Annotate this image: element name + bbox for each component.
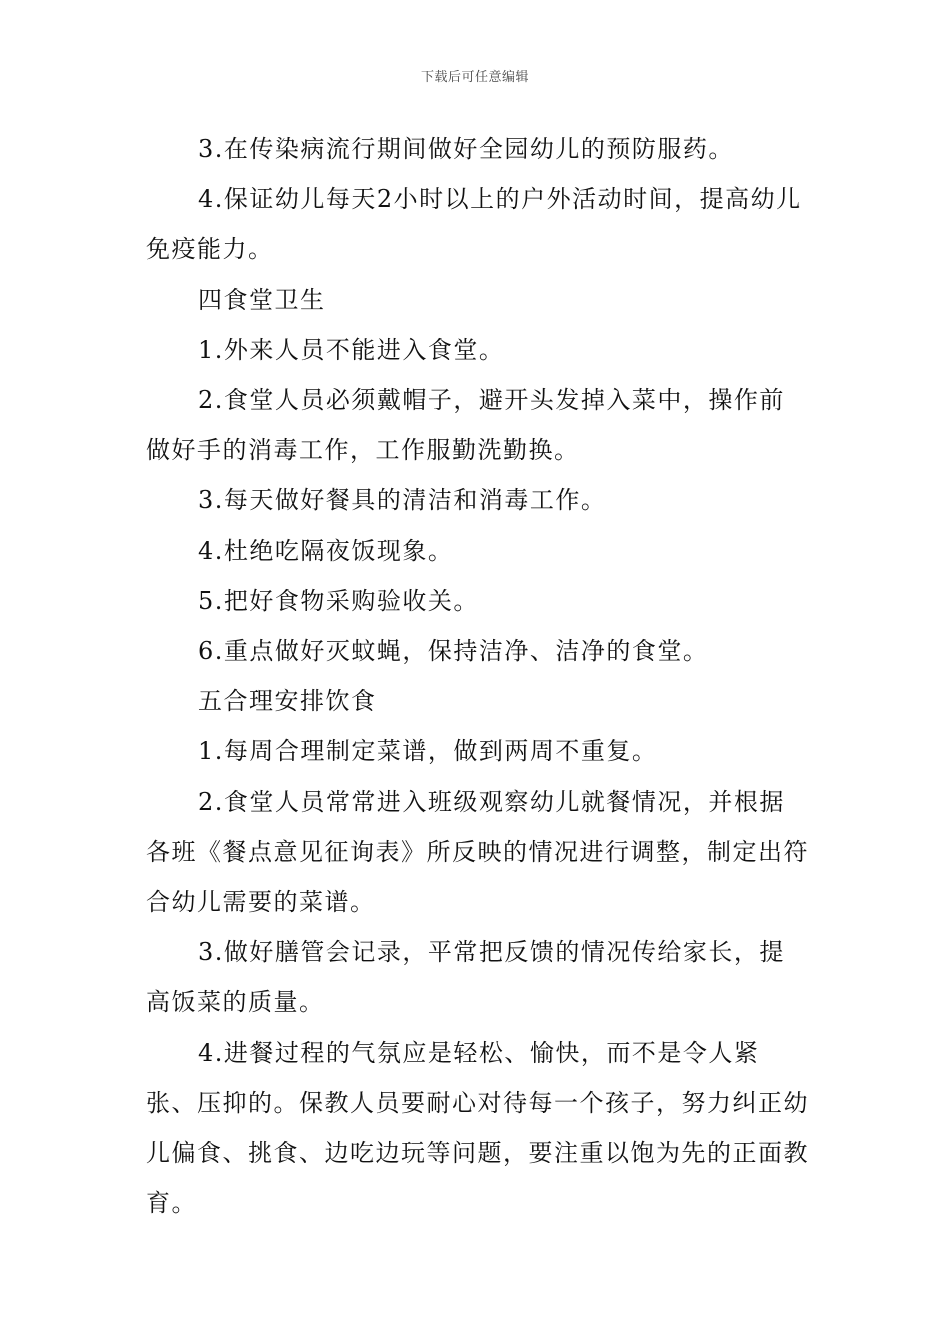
paragraph-weekly-menu: 1.每周合理制定菜谱，做到两周不重复。 bbox=[198, 737, 658, 766]
document-body bbox=[146, 124, 810, 1228]
paragraph-meal-atmosphere: 4.进餐过程的气氛应是轻松、愉快，而不是令人紧张、压抑的。保教人员要耐心对待每一个孩子，努力纠正幼儿偏食、挑食、边吃边玩等问题，要注重以饱为先的正面教育。 bbox=[146, 1038, 809, 1218]
paragraph-pest-control: 6.重点做好灭蚊蝇，保持洁净、洁净的食堂。 bbox=[198, 637, 709, 666]
paragraph-prevention-medication: 3.在传染病流行期间做好全园幼儿的预防服药。 bbox=[198, 135, 734, 163]
paragraph-tableware-cleaning: 3.每天做好餐具的清洁和消毒工作。 bbox=[198, 486, 607, 515]
paragraph-staff-hats: 2.食堂人员必须戴帽子，避开头发掉入菜中，操作前做好手的消毒工作，工作服勤洗勤换。 bbox=[146, 386, 785, 465]
paragraph-food-purchase: 5.把好食物采购验收关。 bbox=[198, 586, 479, 615]
paragraph-no-outsiders: 1.外来人员不能进入食堂。 bbox=[198, 335, 505, 364]
paragraph-meal-committee: 3.做好膳管会记录，平常把反馈的情况传给家长，提高饭菜的质量。 bbox=[146, 938, 785, 1017]
paragraph-outdoor-activity: 4.保证幼儿每天2小时以上的户外活动时间，提高幼儿免疫能力。 bbox=[146, 185, 802, 264]
paragraph-class-observation: 2.食堂人员常常进入班级观察幼儿就餐情况，并根据各班《餐点意见征询表》所反映的情况进行调整，制定出符合幼儿需要的菜谱。 bbox=[146, 787, 809, 917]
section-heading-diet-arrangement: 五合理安排饮食 bbox=[198, 687, 377, 716]
paragraph-no-leftovers: 4.杜绝吃隔夜饭现象。 bbox=[198, 536, 454, 565]
page-header: 下载后可任意编辑 bbox=[420, 70, 529, 85]
section-heading-canteen-hygiene: 四食堂卫生 bbox=[198, 285, 326, 314]
